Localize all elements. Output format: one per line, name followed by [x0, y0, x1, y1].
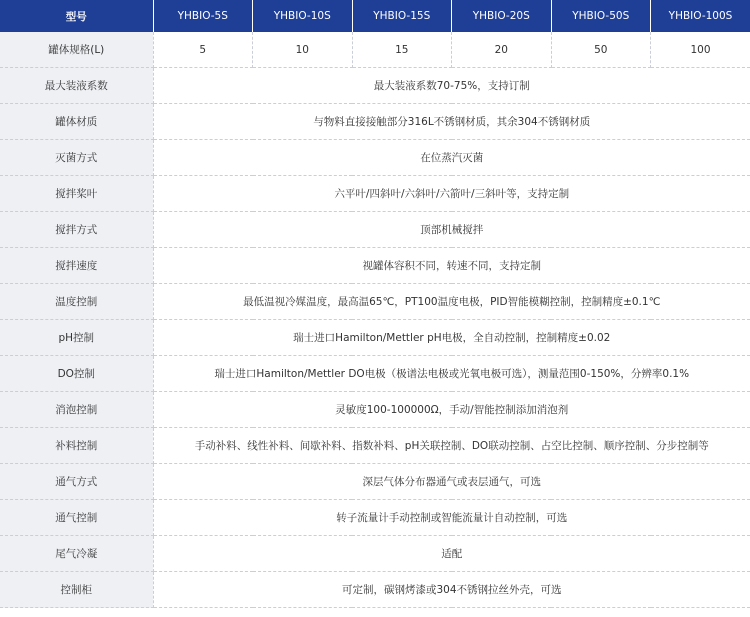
row-value: 顶部机械搅拌	[153, 212, 750, 248]
spec-row	[0, 140, 750, 176]
model-header: YHBIO-5S	[153, 0, 253, 32]
row-value: 转子流量计手动控制或智能流量计自动控制，可选	[153, 500, 750, 536]
spec-row	[0, 464, 750, 500]
spec-row	[0, 536, 750, 572]
row-value: 最低温视冷媒温度，最高温65℃，PT100温度电极，PID智能模糊控制，控制精度±0.1℃	[153, 284, 750, 320]
capacity-value: 100	[651, 32, 750, 68]
model-header: YHBIO-20S	[452, 0, 552, 32]
model-header: YHBIO-100S	[651, 0, 750, 32]
row-label: DO控制	[0, 356, 153, 392]
row-label: 补料控制	[0, 428, 153, 464]
spec-row	[0, 248, 750, 284]
capacity-value: 5	[153, 32, 253, 68]
row-label: 灭菌方式	[0, 140, 153, 176]
header-row	[0, 0, 750, 32]
row-label: 最大装液系数	[0, 68, 153, 104]
model-header: YHBIO-10S	[253, 0, 353, 32]
spec-row	[0, 212, 750, 248]
row-label: 搅拌速度	[0, 248, 153, 284]
row-value: 六平叶/四斜叶/六斜叶/六箭叶/三斜叶等，支持定制	[153, 176, 750, 212]
row-label: pH控制	[0, 320, 153, 356]
row-value: 适配	[153, 536, 750, 572]
row-value: 手动补料、线性补料、间歇补料、指数补料、pH关联控制、DO联动控制、占空比控制、顺序控制、分步控制等	[153, 428, 750, 464]
row-label: 通气控制	[0, 500, 153, 536]
spec-row	[0, 104, 750, 140]
capacity-value: 50	[551, 32, 651, 68]
spec-row	[0, 320, 750, 356]
capacity-value: 15	[352, 32, 452, 68]
spec-row	[0, 284, 750, 320]
row-value: 与物料直接接触部分316L不锈钢材质，其余304不锈钢材质	[153, 104, 750, 140]
capacity-value: 10	[253, 32, 353, 68]
row-value: 最大装液系数70-75%，支持订制	[153, 68, 750, 104]
spec-row	[0, 68, 750, 104]
row-label: 罐体规格(L)	[0, 32, 153, 68]
model-header: YHBIO-15S	[352, 0, 452, 32]
capacity-row	[0, 32, 750, 68]
row-label: 温度控制	[0, 284, 153, 320]
spec-row	[0, 392, 750, 428]
row-value: 瑞士进口Hamilton/Mettler pH电极，全自动控制，控制精度±0.02	[153, 320, 750, 356]
row-value: 在位蒸汽灭菌	[153, 140, 750, 176]
row-label: 控制柜	[0, 572, 153, 608]
row-value: 灵敏度100-100000Ω，手动/智能控制添加消泡剂	[153, 392, 750, 428]
model-header: YHBIO-50S	[551, 0, 651, 32]
row-value: 瑞士进口Hamilton/Mettler DO电极（极谱法电极或光氧电极可选），测量范围0-150%，分辨率0.1%	[153, 356, 750, 392]
row-label: 搅拌方式	[0, 212, 153, 248]
row-value: 视罐体容积不同，转速不同，支持定制	[153, 248, 750, 284]
row-label: 尾气冷凝	[0, 536, 153, 572]
spec-row	[0, 356, 750, 392]
row-label: 通气方式	[0, 464, 153, 500]
row-value: 深层气体分布器通气或表层通气，可选	[153, 464, 750, 500]
capacity-value: 20	[452, 32, 552, 68]
row-value: 可定制，碳钢烤漆或304不锈钢拉丝外壳，可选	[153, 572, 750, 608]
row-label: 消泡控制	[0, 392, 153, 428]
spec-row	[0, 500, 750, 536]
spec-row	[0, 176, 750, 212]
header-label: 型号	[0, 0, 153, 32]
spec-row	[0, 572, 750, 608]
row-label: 罐体材质	[0, 104, 153, 140]
row-label: 搅拌桨叶	[0, 176, 153, 212]
spec-row	[0, 428, 750, 464]
